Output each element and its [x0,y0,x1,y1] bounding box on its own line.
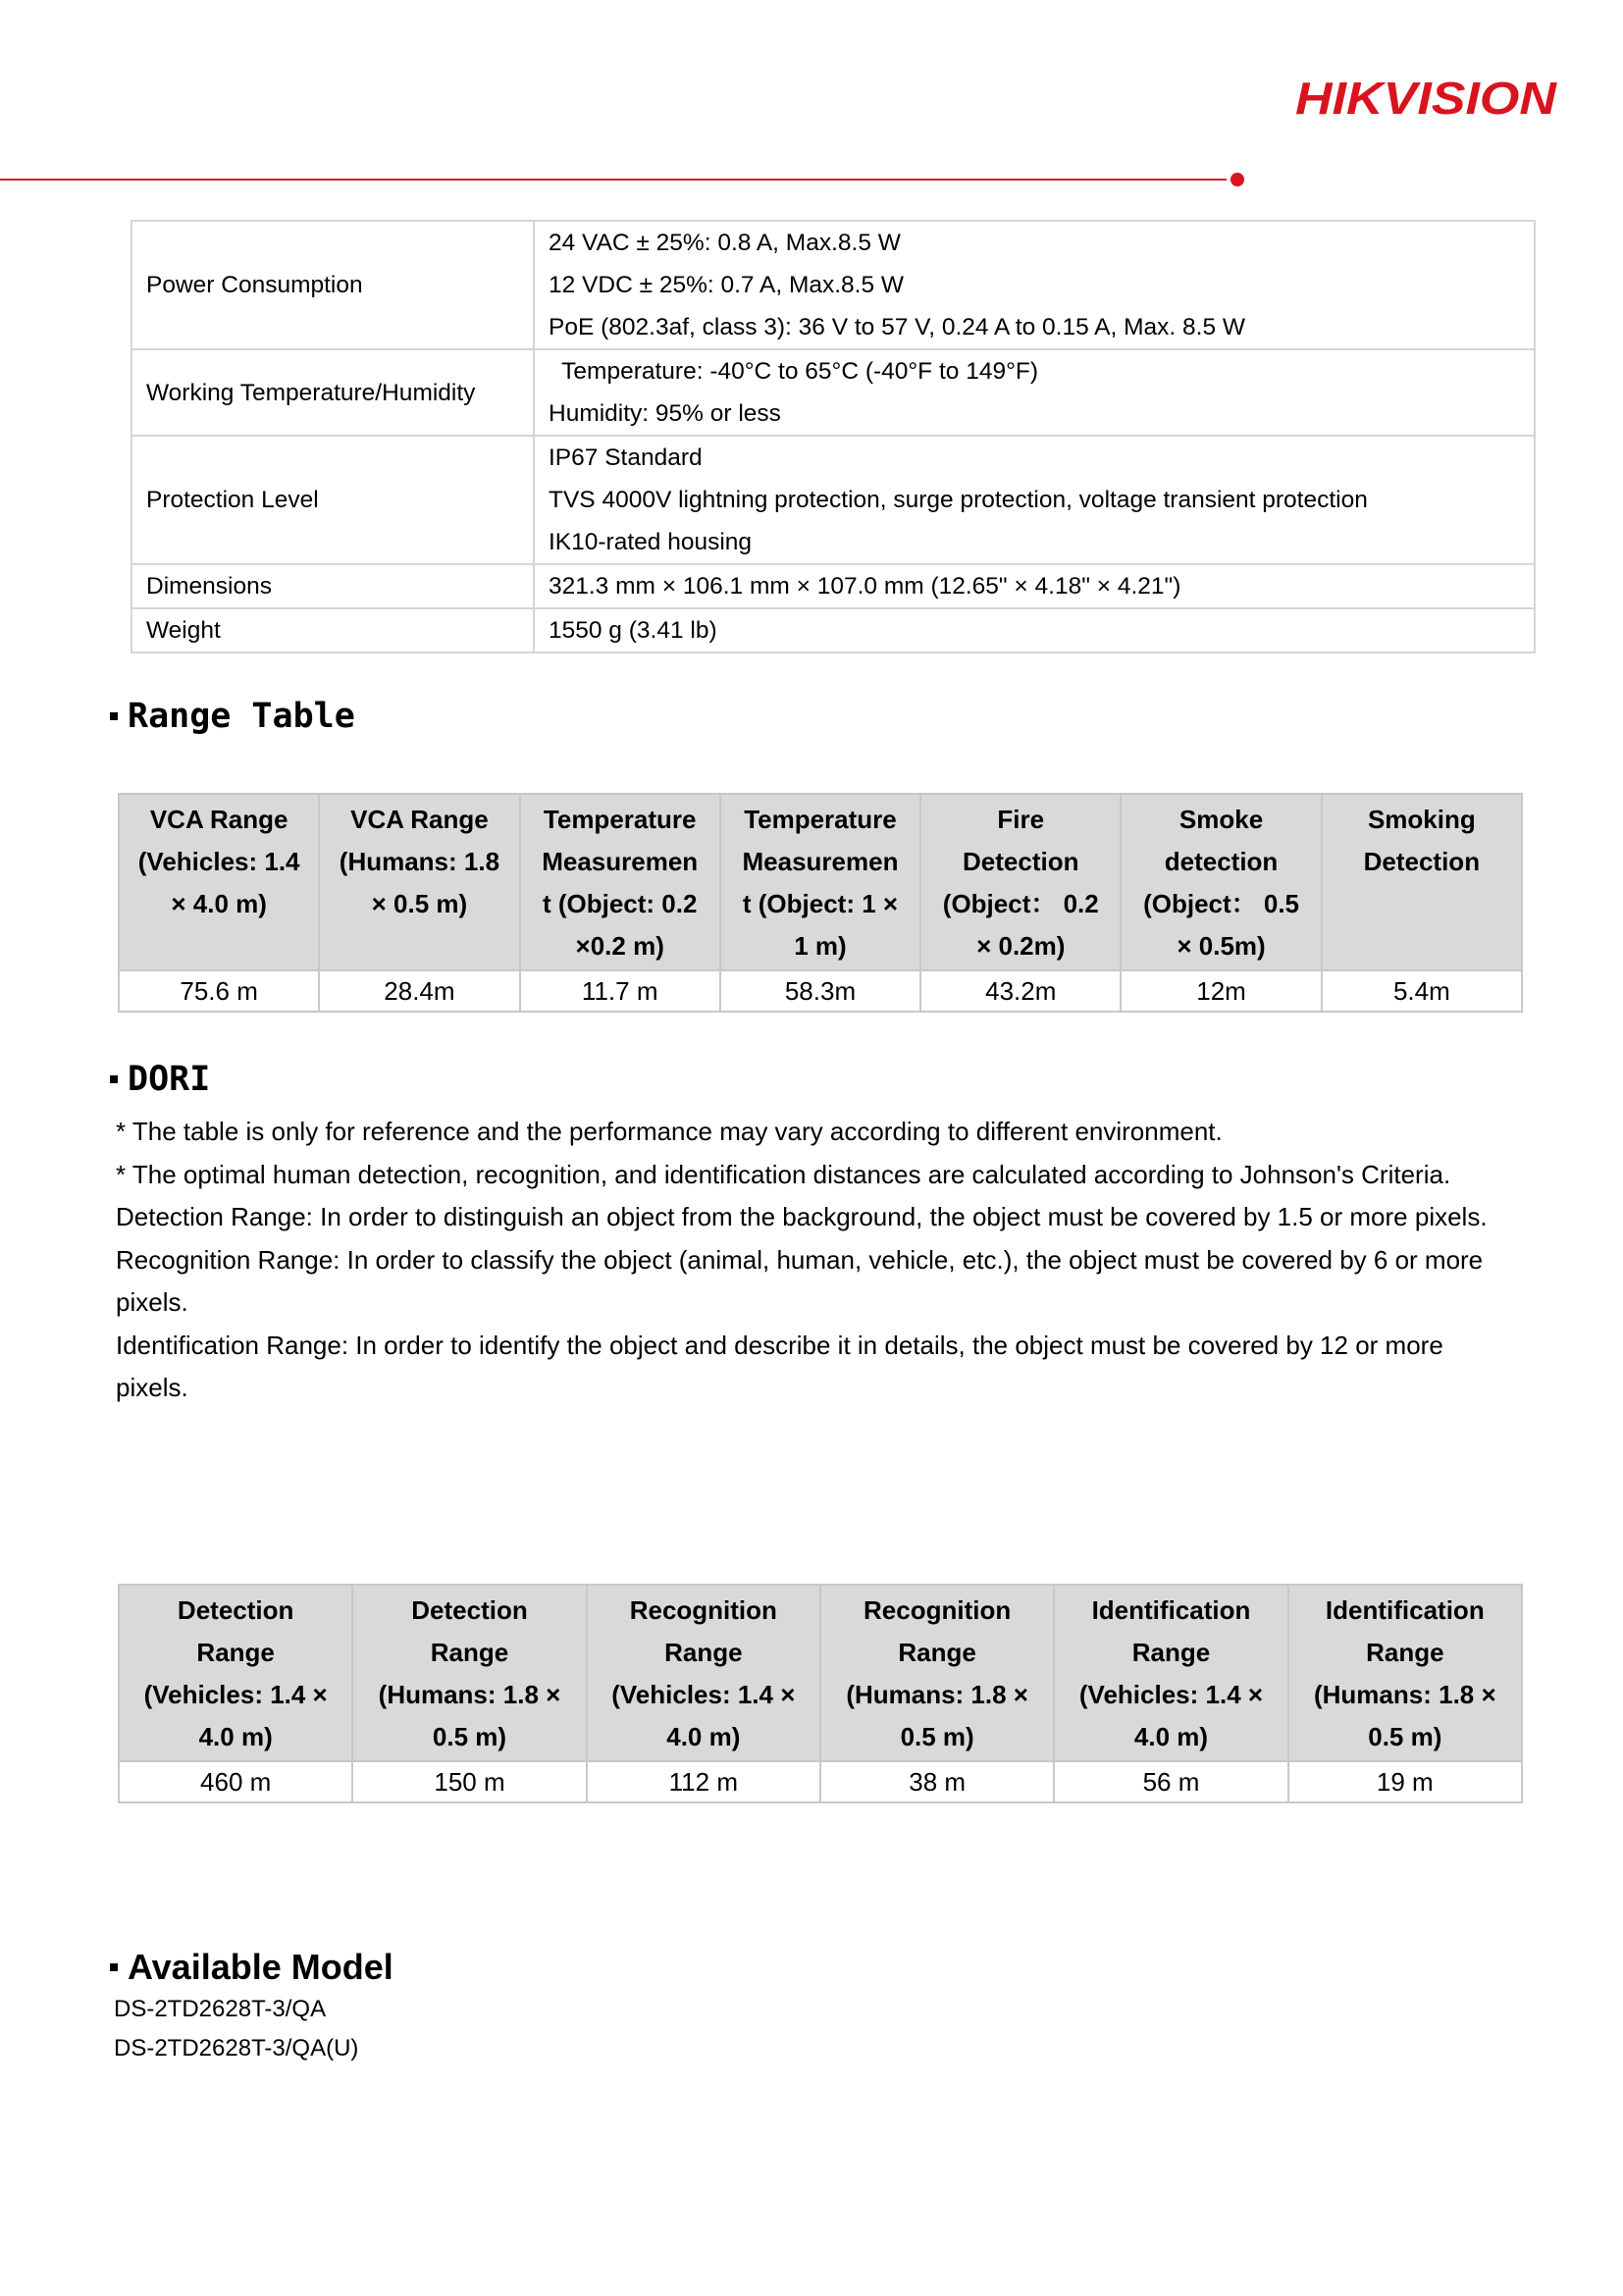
spec-label: Working Temperature/Humidity [131,349,534,436]
dori-table-header-line: 4.0 m) [666,1722,741,1751]
dori-note: Detection Range: In order to distinguish an object from the background, the object must be covered by 1.5 or more pixels. [116,1202,1488,1231]
spec-value [534,349,1535,436]
range-table-value-cell: 12m [1121,970,1321,1012]
dori-note: Recognition Range: In order to classify the object (animal, human, vehicle, etc.), the object must be covered by 6 or more pixels. [116,1244,1484,1317]
spec-value-line: IK10-rated housing [549,529,753,555]
dori-table-header-row [119,1585,1522,1761]
dori-table-header-line: Range [664,1638,743,1667]
dori-table-value-cell: 150 m [352,1761,586,1802]
spec-value-line: Temperature: -40°C to 65°C (-40°F to 149°F) [549,358,1038,385]
dori-table-header-cell [352,1585,586,1761]
spec-table-body [131,221,1535,652]
range-table-header-line: VCA Range [149,805,288,834]
hikvision-logo-mark [1293,73,1562,124]
range-table-header-line: Smoking [1367,805,1476,834]
spec-label: Power Consumption [131,221,534,349]
range-table-header-line: × 0.5m) [1177,931,1266,961]
range-table-header-line: Detection [963,847,1079,876]
range-table-header-line: (Object： 0.5 [1143,889,1300,918]
range-table-header-line: Detection [1363,847,1481,876]
dori-table-header-line: Detection [411,1595,528,1625]
dori-table-header-line: Recognition [629,1595,777,1625]
spec-label: Protection Level [131,436,534,564]
dori-table-header-line: Recognition [864,1595,1012,1625]
spec-row [131,221,1535,349]
range-table-header-line: VCA Range [350,805,489,834]
range-table-header-line: × 4.0 m) [171,889,267,918]
dori-section-title [110,1060,210,1099]
dori-table-header-line: 4.0 m) [1133,1722,1209,1751]
range-table-header-cell [119,794,319,970]
spec-label: Dimensions [131,564,534,608]
range-table-header-line: × 0.2m) [976,931,1066,961]
dori-table-header-line: (Humans: 1.8 × [378,1680,561,1709]
range-table-value-cell: 11.7 m [520,970,720,1012]
dori-table-header-line: Detection [177,1595,294,1625]
dori-table-header-line: 0.5 m) [900,1722,974,1751]
dori-table-header-line: (Vehicles: 1.4 × [1078,1680,1264,1709]
range-table-header-line: Temperature [543,805,697,834]
dori-table-header-cell [1288,1585,1522,1761]
range-table [118,793,1523,1013]
dori-table-header-cell [119,1585,352,1761]
dori-table-header-line: (Humans: 1.8 × [846,1680,1028,1709]
section-bullet [110,1963,118,1971]
section-bullet [110,712,118,720]
range-table-header-line: (Humans: 1.8 [339,847,500,876]
range-table-header-line: 1 m) [794,931,847,961]
dori-table-header-line: (Vehicles: 1.4 × [611,1680,796,1709]
spec-value-line: PoE (802.3af, class 3): 36 V to 57 V, 0.24 A to 0.15 A, Max. 8.5 W [549,314,1246,340]
range-table-header-line: × 0.5 m) [371,889,468,918]
range-table-header-line: (Vehicles: 1.4 [137,847,300,876]
dori-notes [116,1111,1519,1410]
spec-value-line: 12 VDC ± 25%: 0.7 A, Max.8.5 W [549,272,905,298]
range-table-value-cell: 58.3m [720,970,920,1012]
range-table-header-line: Fire [997,805,1045,834]
dori-table-header-line: Range [430,1638,509,1667]
dori-table-header-line: 0.5 m) [1368,1722,1442,1751]
range-table-header-cell [1121,794,1321,970]
spec-value [534,564,1535,608]
model-item: DS-2TD2628T-3/QA(U) [114,2035,359,2061]
range-table-value-row [119,970,1522,1012]
range-table-header-line: t (Object: 0.2 [542,889,698,918]
spec-value [534,221,1535,349]
model-list [114,1990,358,2068]
dori-table-header-line: 4.0 m) [198,1722,273,1751]
dori-table-header-line: Range [196,1638,275,1667]
spec-label: Weight [131,608,534,652]
dori-table-header-line: Identification [1325,1595,1485,1625]
dori-table-header-cell [1054,1585,1287,1761]
range-table-header-cell [319,794,519,970]
header-divider [0,179,1227,181]
spec-row [131,608,1535,652]
range-table-header-line: ×0.2 m) [575,931,664,961]
section-bullet [110,1075,118,1083]
dori-table-value-cell: 112 m [587,1761,820,1802]
range-table-value-cell: 5.4m [1322,970,1522,1012]
range-table-header-line: (Object： 0.2 [942,889,1099,918]
spec-table [131,220,1536,653]
range-table-header-line: detection [1164,847,1279,876]
dori-table-value-row [119,1761,1522,1802]
range-table-value-cell: 28.4m [319,970,519,1012]
spec-value-line: 24 VAC ± 25%: 0.8 A, Max.8.5 W [549,230,901,256]
spec-value-line: Humidity: 95% or less [549,400,781,427]
dori-table-header-line: Identification [1091,1595,1251,1625]
spec-value-line: TVS 4000V lightning protection, surge protection, voltage transient protection [549,487,1368,513]
dori-table-header-line: (Vehicles: 1.4 × [143,1680,328,1709]
dori-table-header-cell [820,1585,1054,1761]
dori-table [118,1584,1523,1803]
range-table-value-cell: 43.2m [920,970,1121,1012]
dori-note: * The optimal human detection, recognition, and identification distances are calculated according to Johnson's Criteria. [116,1159,1451,1189]
range-table-header-line: Temperature [744,805,897,834]
range-table-header-cell [1322,794,1522,970]
dori-table-header-cell [587,1585,820,1761]
range-table-value-cell: 75.6 m [119,970,319,1012]
svg-text:HIKVISION: HIKVISION [1295,73,1557,124]
dori-table-header-line: Range [1366,1638,1444,1667]
dori-note: Identification Range: In order to identify the object and describe it in details, the object must be covered by 12 or more pixels. [116,1330,1443,1402]
dori-table-value-cell: 38 m [820,1761,1054,1802]
range-table-heading: Range Table [128,697,355,736]
range-table-header-cell [520,794,720,970]
spec-row [131,436,1535,564]
dori-heading: DORI [128,1060,211,1099]
range-table-header-line: Smoke [1178,805,1264,834]
hikvision-logo [1293,73,1562,124]
spec-value-line: 1550 g (3.41 lb) [549,617,717,644]
header-divider-dot [1230,173,1244,186]
spec-row [131,564,1535,608]
dori-table-value-cell: 19 m [1288,1761,1522,1802]
model-item: DS-2TD2628T-3/QA [114,1996,327,2022]
available-model-section-title [110,1947,393,1988]
available-model-heading: Available Model [128,1947,393,1987]
spec-value [534,436,1535,564]
dori-table-header-line: Range [1131,1638,1211,1667]
range-table-header-line: t (Object: 1 × [742,889,899,918]
spec-row [131,349,1535,436]
range-table-header-line: Measuremen [742,847,899,876]
spec-value [534,608,1535,652]
range-table-header-line: Measuremen [542,847,699,876]
spec-value-line: IP67 Standard [549,444,703,471]
range-table-header-cell [920,794,1121,970]
dori-note: * The table is only for reference and the performance may vary according to different environment. [116,1117,1223,1146]
dori-table-header-line: Range [898,1638,976,1667]
range-table-header-row [119,794,1522,970]
dori-table-header-line: 0.5 m) [432,1722,507,1751]
range-table-header-cell [720,794,920,970]
dori-table-header-line: (Humans: 1.8 × [1313,1680,1496,1709]
range-table-section-title [110,697,355,736]
spec-value-line: 321.3 mm × 106.1 mm × 107.0 mm (12.65" × 4.18" × 4.21") [549,573,1181,600]
dori-table-value-cell: 56 m [1054,1761,1287,1802]
dori-table-value-cell: 460 m [119,1761,352,1802]
